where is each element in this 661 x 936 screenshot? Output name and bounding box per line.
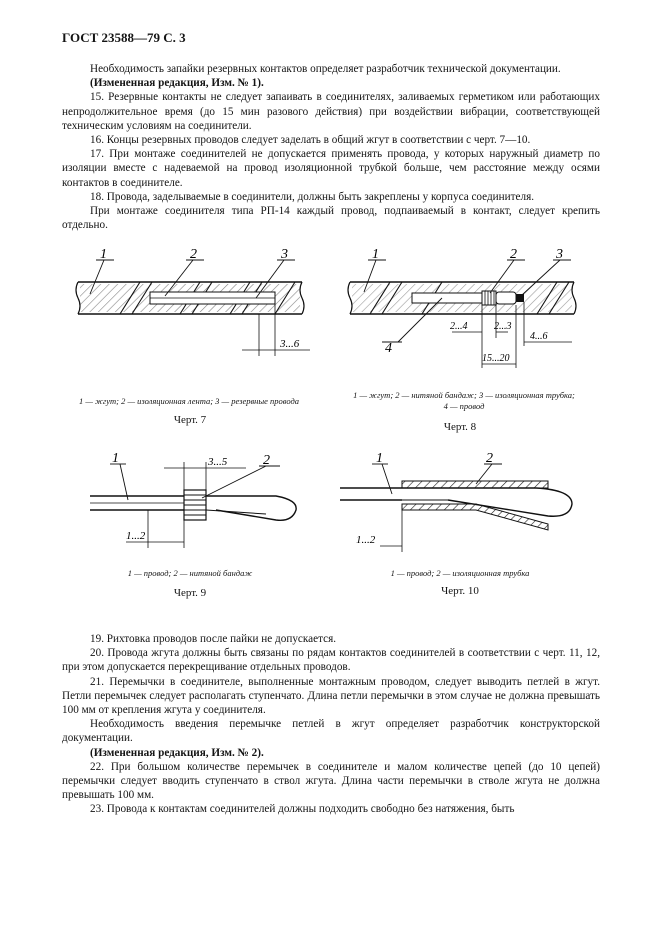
- page-header: ГОСТ 23588—79 С. 3: [62, 30, 186, 45]
- bottom-text-block: [62, 632, 600, 817]
- fig9-label-2: 2: [263, 453, 270, 468]
- fig8-label-3: 3: [556, 247, 563, 262]
- fig7-dimension: 3...6: [280, 338, 300, 350]
- fig10-label-2: 2: [486, 451, 493, 466]
- fig10-label-1: 1: [376, 451, 383, 466]
- paragraph: Необходимость запайки резервных контактов определяет разработчик технической документации.: [90, 63, 561, 75]
- figure-7-caption: 1 — жгут; 2 — изоляционная лента; 3 — резервные провода: [78, 396, 300, 406]
- edition-note-2: (Измененная редакция, Изм. № 2).: [90, 746, 264, 759]
- paragraph-17: 17. При монтаже соединителей не допускается применять провода, у которых наружный диаметр по изоляции вместе с надеваемой на провод изоляционной трубкой больше, чем расстояние между осями контактов в соединителе.: [62, 148, 600, 189]
- figure-8-caption: [330, 390, 598, 412]
- figure-10-title: Черт. 10: [441, 585, 479, 597]
- figure-9-drawing: [86, 448, 326, 558]
- figure-8-caption-line2: 4 — провод: [443, 401, 485, 411]
- figure-7-drawing: [70, 238, 320, 363]
- paragraph-21: 21. Перемычки в соединителе, выполненные монтажным проводом, следует выводить петлей в жгут. Петли перемычек следует располагать ступенчато. Длина петли перемычки в этом случае не должна превышать 100 мм от крепления жгута у соединителя.: [62, 675, 600, 717]
- paragraph-23: 23. Провода к контактам соединителей должны подходить свободно без натяжения, быть: [90, 803, 515, 816]
- figure-8-title: Черт. 8: [443, 421, 477, 433]
- fig8-dim-d: 15...20: [482, 353, 510, 364]
- fig8-dim-b: 2...3: [494, 321, 512, 332]
- fig8-dim-a: 2...4: [450, 321, 468, 332]
- figure-9-title: Черт. 9: [173, 587, 207, 599]
- edition-note: (Измененная редакция, Изм. № 1).: [90, 77, 264, 90]
- paragraph-22: 22. При большом количестве перемычек в соединителе и малом количестве цепей (до 10 цепей) перемычки следует вводить ступенчато в ствол жгута. Длина части перемычки в стволе жгута не должна превышать 100 мм.: [62, 760, 600, 802]
- fig7-label-1: 1: [100, 247, 107, 262]
- paragraph-18: 18. Провода, заделываемые в соединители, должны быть закреплены у корпуса соединителя.: [90, 190, 535, 203]
- fig8-dim-c: 4...6: [530, 331, 548, 342]
- paragraph-jumper: Необходимость введения перемычке петлей в жгут определяет разработчик конструкторской документации.: [62, 718, 600, 745]
- fig8-label-4: 4: [385, 341, 392, 356]
- fig7-label-2: 2: [190, 247, 197, 262]
- paragraph-rp14: При монтаже соединителя типа РП-14 каждый провод, подпаиваемый в контакт, следует крепить отдельно.: [62, 205, 600, 232]
- fig8-label-1: 1: [372, 247, 379, 262]
- fig9-dim-a: 3...5: [208, 456, 228, 468]
- paragraph-15: 15. Резервные контакты не следует запаивать в соединителях, заливаемых герметиком или работающих непродолжительное время (до 15 мин разового действия) при воздействии вибрации, соответствующей техническим условиям на соединители.: [62, 91, 600, 132]
- fig7-label-3: 3: [281, 247, 288, 262]
- paragraph-20: 20. Провода жгута должны быть связаны по рядам контактов соединителей в соответствии с черт. 11, 12, при этом допускается перекрещивание отдельных проводов.: [62, 647, 600, 674]
- paragraph-19: 19. Рихтовка проводов после пайки не допускается.: [90, 633, 337, 645]
- figure-7-title: Черт. 7: [173, 414, 207, 426]
- figure-10-caption: 1 — провод; 2 — изоляционная трубка: [390, 568, 530, 578]
- fig10-dim: 1...2: [356, 534, 376, 546]
- figure-10-drawing: [336, 448, 582, 558]
- fig9-label-1: 1: [112, 451, 119, 466]
- figure-9-caption: 1 — провод; 2 — нитяной бандаж: [127, 568, 253, 578]
- figure-8-caption-line1: 1 — жгут; 2 — нитяной бандаж; 3 — изоляционная трубка;: [353, 390, 575, 400]
- paragraph-16: 16. Концы резервных проводов следует заделать в общий жгут в соответствии с черт. 7—10.: [90, 134, 531, 147]
- fig9-dim-b: 1...2: [126, 530, 146, 542]
- figure-8-drawing: [342, 238, 592, 373]
- fig8-label-2: 2: [510, 247, 517, 262]
- top-text-block: [62, 62, 600, 232]
